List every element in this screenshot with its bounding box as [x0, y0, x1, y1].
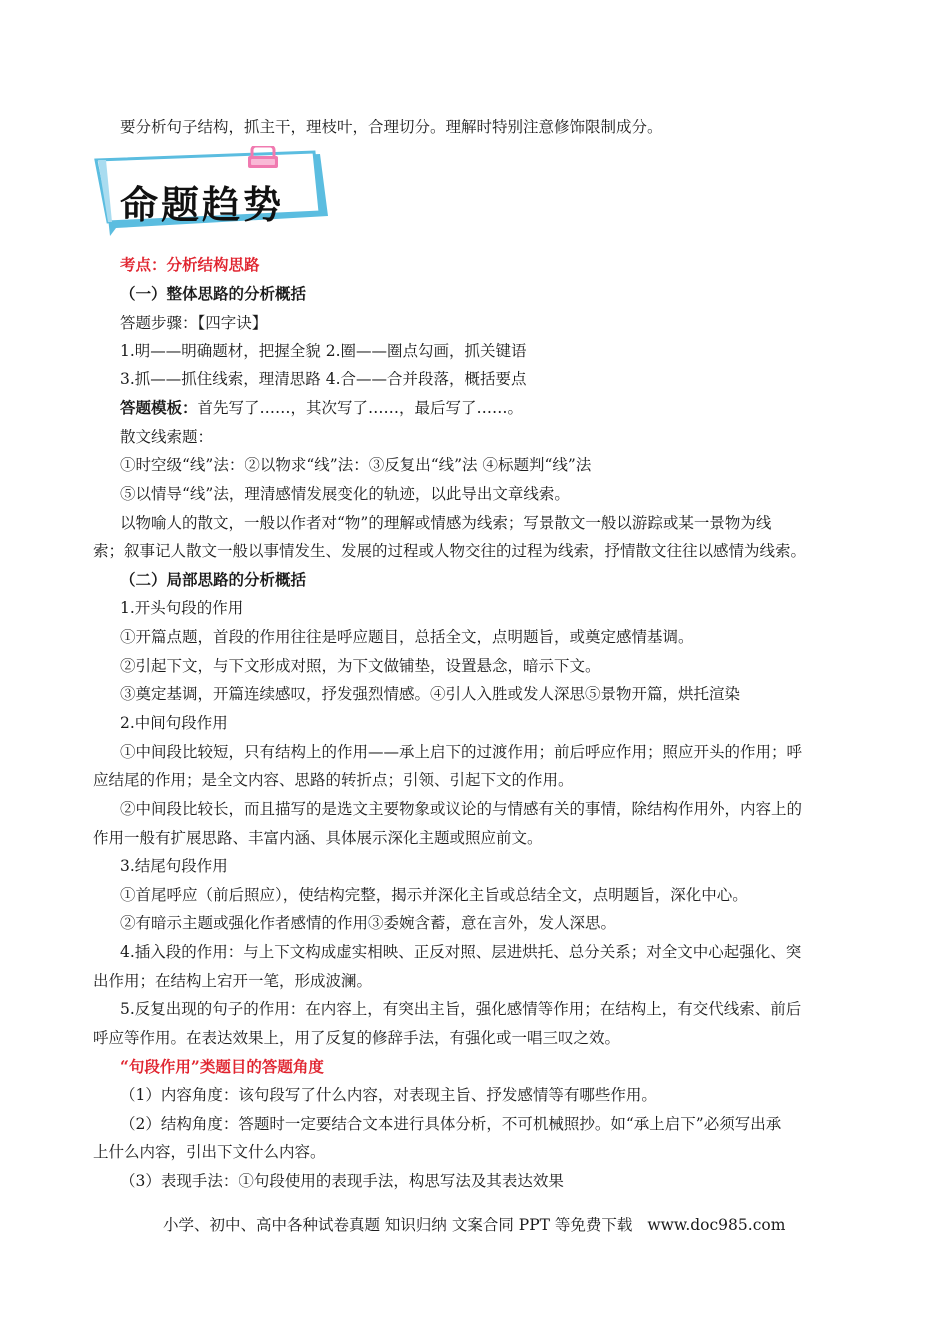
angle-item-2-line-2: 上什么内容，引出下文什么内容。 — [93, 1143, 326, 1161]
step-line-2: 3.抓——抓住线索，理清思路 4.合——合并段落，概括要点 — [120, 370, 527, 388]
repeat-line-2: 呼应等作用。在表达效果上，用了反复的修辞手法，有强化或一唱三叹之效。 — [93, 1029, 621, 1047]
repeat-line-1: 5.反复出现的句子的作用：在内容上，有突出主旨，强化感情等作用；在结构上，有交代线索、前后 — [120, 1000, 802, 1018]
clue-line-2: ⑤以情导“线”法，理清感情发展变化的轨迹，以此导出文章线索。 — [120, 485, 570, 503]
template-label: 答题模板： — [120, 398, 198, 417]
clue-label: 散文线索题： — [120, 428, 214, 446]
paper-clip-icon — [248, 146, 278, 168]
ending-item-2: ②有暗示主题或强化作者感情的作用③委婉含蓄，意在言外，发人深思。 — [120, 914, 617, 932]
middle-item-2-line-1: ②中间段比较长，而且描写的是选文主要物象或议论的与情感有关的事情，除结构作用外，内容上的 — [120, 800, 803, 818]
ending-title: 3.结尾句段作用 — [120, 857, 228, 875]
opening-item-3: ③奠定基调，开篇连续感叹，抒发强烈情感。④引人入胜或发人深思⑤景物开篇，烘托渲染 — [120, 685, 741, 703]
page-footer — [163, 1213, 795, 1235]
part1-heading: （一）整体思路的分析概括 — [120, 284, 307, 303]
clue-paragraph-line-2: 索；叙事记人散文一般以事情发生、发展的过程或人物交往的过程为线索，抒情散文往往以感情为线索。 — [93, 542, 807, 560]
intro-text: 要分析句子结构，抓主干，理枝叶，合理切分。理解时特别注意修饰限制成分。 — [120, 118, 663, 136]
clue-paragraph-line-1: 以物喻人的散文，一般以作者对“物”的理解或情感为线索；写景散文一般以游踪或某一景物为线 — [120, 514, 772, 532]
step-line-1: 1.明——明确题材，把握全貌 2.圈——圈点勾画，抓关键语 — [120, 342, 527, 360]
template-line — [120, 398, 858, 418]
ending-item-1: ①首尾呼应（前后照应），使结构完整，揭示并深化主旨或总结全文，点明题旨，深化中心。 — [120, 886, 748, 904]
angle-heading: “句段作用”类题目的答题角度 — [120, 1057, 324, 1076]
footer-text: 小学、初中、高中各种试卷真题 知识归纳 文案合同 PPT 等免费下载 — [163, 1216, 633, 1234]
angle-item-2-line-1: （2）结构角度：答题时一定要结合文本进行具体分析，不可机械照抄。如“承上启下”必须写出承 — [120, 1115, 782, 1133]
footer-url[interactable]: www.doc985.com — [647, 1216, 786, 1234]
opening-item-2: ②引起下文，与下文形成对照，为下文做铺垫，设置悬念，暗示下文。 — [120, 657, 601, 675]
angle-item-1: （1）内容角度：该句段写了什么内容，对表现主旨、抒发感情等有哪些作用。 — [120, 1086, 657, 1104]
middle-item-1-line-1: ①中间段比较短，只有结构上的作用——承上启下的过渡作用；前后呼应作用；照应开头的作用；呼 — [120, 743, 803, 761]
insert-line-1: 4.插入段的作用：与上下文构成虚实相映、正反对照、层进烘托、总分关系；对全文中心起强化、突 — [120, 943, 802, 961]
middle-item-1-line-2: 应结尾的作用；是全文内容、思路的转折点；引领、引起下文的作用。 — [93, 771, 574, 789]
banner-title: 命题趋势 — [120, 183, 285, 227]
opening-title: 1.开头句段的作用 — [120, 599, 244, 617]
middle-item-2-line-2: 作用一般有扩展思路、丰富内涵、具体展示深化主题或照应前文。 — [93, 829, 543, 847]
insert-line-2: 出作用；在结构上宕开一笔，形成波澜。 — [93, 972, 373, 990]
angle-item-3: （3）表现手法：①句段使用的表现手法，构思写法及其表达效果 — [120, 1172, 564, 1190]
part2-heading: （二）局部思路的分析概括 — [120, 570, 307, 589]
steps-label: 答题步骤：【四字诀】 — [120, 314, 268, 332]
middle-title: 2.中间句段作用 — [120, 714, 228, 732]
template-text: 首先写了……，其次写了……，最后写了……。 — [197, 399, 524, 417]
kaodian-heading: 考点：分析结构思路 — [120, 255, 260, 274]
clue-line-1: ①时空级“线”法：②以物求“线”法：③反复出“线”法 ④标题判“线”法 — [120, 456, 592, 474]
opening-item-1: ①开篇点题，首段的作用往往是呼应题目，总括全文，点明题旨，或奠定感情基调。 — [120, 628, 694, 646]
